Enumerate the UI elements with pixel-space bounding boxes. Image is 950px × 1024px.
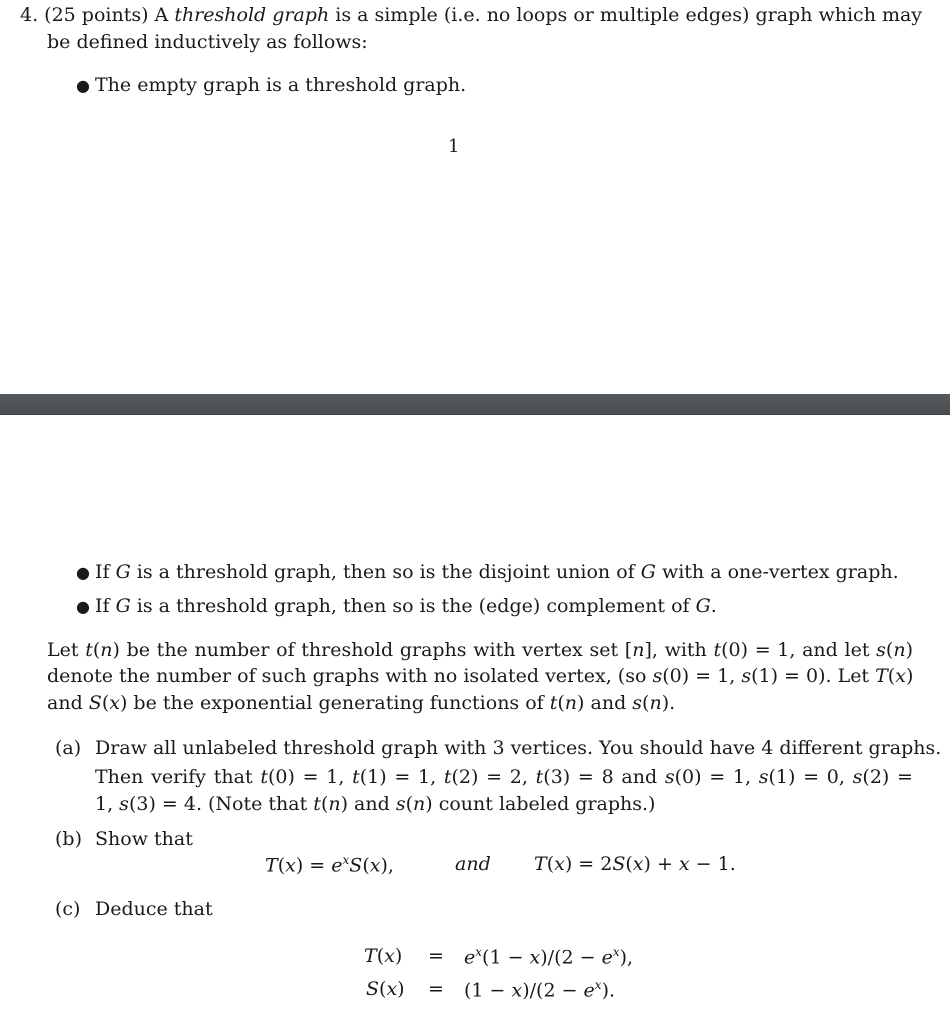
part-a-line-2: Then verify that t(0) = 1, t(1) = 1, t(2) = 2, t(3) = 8 and s(0) = 1, s(1) = 0, s(2) = xyxy=(95,766,913,788)
bullet-icon: ● xyxy=(76,76,90,95)
threshold-graph-term: threshold graph xyxy=(174,4,330,26)
paragraph-line-1: Let t(n) be the number of threshold graphs with vertex set [n], with t(0) = 1, and let s(n) xyxy=(47,639,914,661)
bullet-icon: ● xyxy=(76,563,90,582)
part-c-eq2-lhs: S(x) xyxy=(366,978,405,1000)
part-a-line-3: 1, s(3) = 4. (Note that t(n) and s(n) count labeled graphs.) xyxy=(95,793,656,815)
part-b-equation-left: $T(x) = e^xS(x)$, xyxy=(265,853,394,877)
bullet-icon: ● xyxy=(76,597,90,616)
part-c-label: (c) xyxy=(55,898,81,920)
part-c-text: Deduce that xyxy=(95,898,213,920)
problem-line-1: 4. (25 points) A threshold graph is a simple (i.e. no loops or multiple edges) graph which may xyxy=(20,4,923,26)
part-b-label: (b) xyxy=(55,828,82,850)
part-c-eq2-sign: = xyxy=(428,978,444,1000)
part-c-eq1-rhs: $e^x(1 - x)/(2 - e^x)$, xyxy=(464,945,634,969)
bullet-disjoint-union: If G is a threshold graph, then so is the disjoint union of G with a one-vertex graph. xyxy=(95,561,899,583)
part-c-eq1-sign: = xyxy=(428,945,444,967)
part-b-equation-right: T(x) = 2S(x) + x − 1. xyxy=(534,853,736,875)
page-number: 1 xyxy=(448,136,460,157)
part-c-eq1-lhs: T(x) xyxy=(364,945,403,967)
paragraph-line-2: denote the number of such graphs with no isolated vertex, (so s(0) = 1, s(1) = 0). Let T(x) xyxy=(47,665,914,687)
paragraph-line-3: and S(x) be the exponential generating functions of t(n) and s(n). xyxy=(47,692,676,714)
part-b-and: and xyxy=(455,853,491,875)
bullet-empty-graph: The empty graph is a threshold graph. xyxy=(95,74,467,96)
page-top xyxy=(0,0,950,394)
problem-line-2: be defined inductively as follows: xyxy=(47,31,368,53)
page-divider xyxy=(0,394,950,415)
part-a-label: (a) xyxy=(55,737,82,759)
part-a-line-1: Draw all unlabeled threshold graph with 3 vertices. You should have 4 different graphs. xyxy=(95,737,942,759)
part-b-text: Show that xyxy=(95,828,193,850)
bullet-complement: If G is a threshold graph, then so is the (edge) complement of G. xyxy=(95,595,717,617)
part-c-eq2-rhs: $(1 - x)/(2 - e^x)$. xyxy=(464,978,616,1002)
